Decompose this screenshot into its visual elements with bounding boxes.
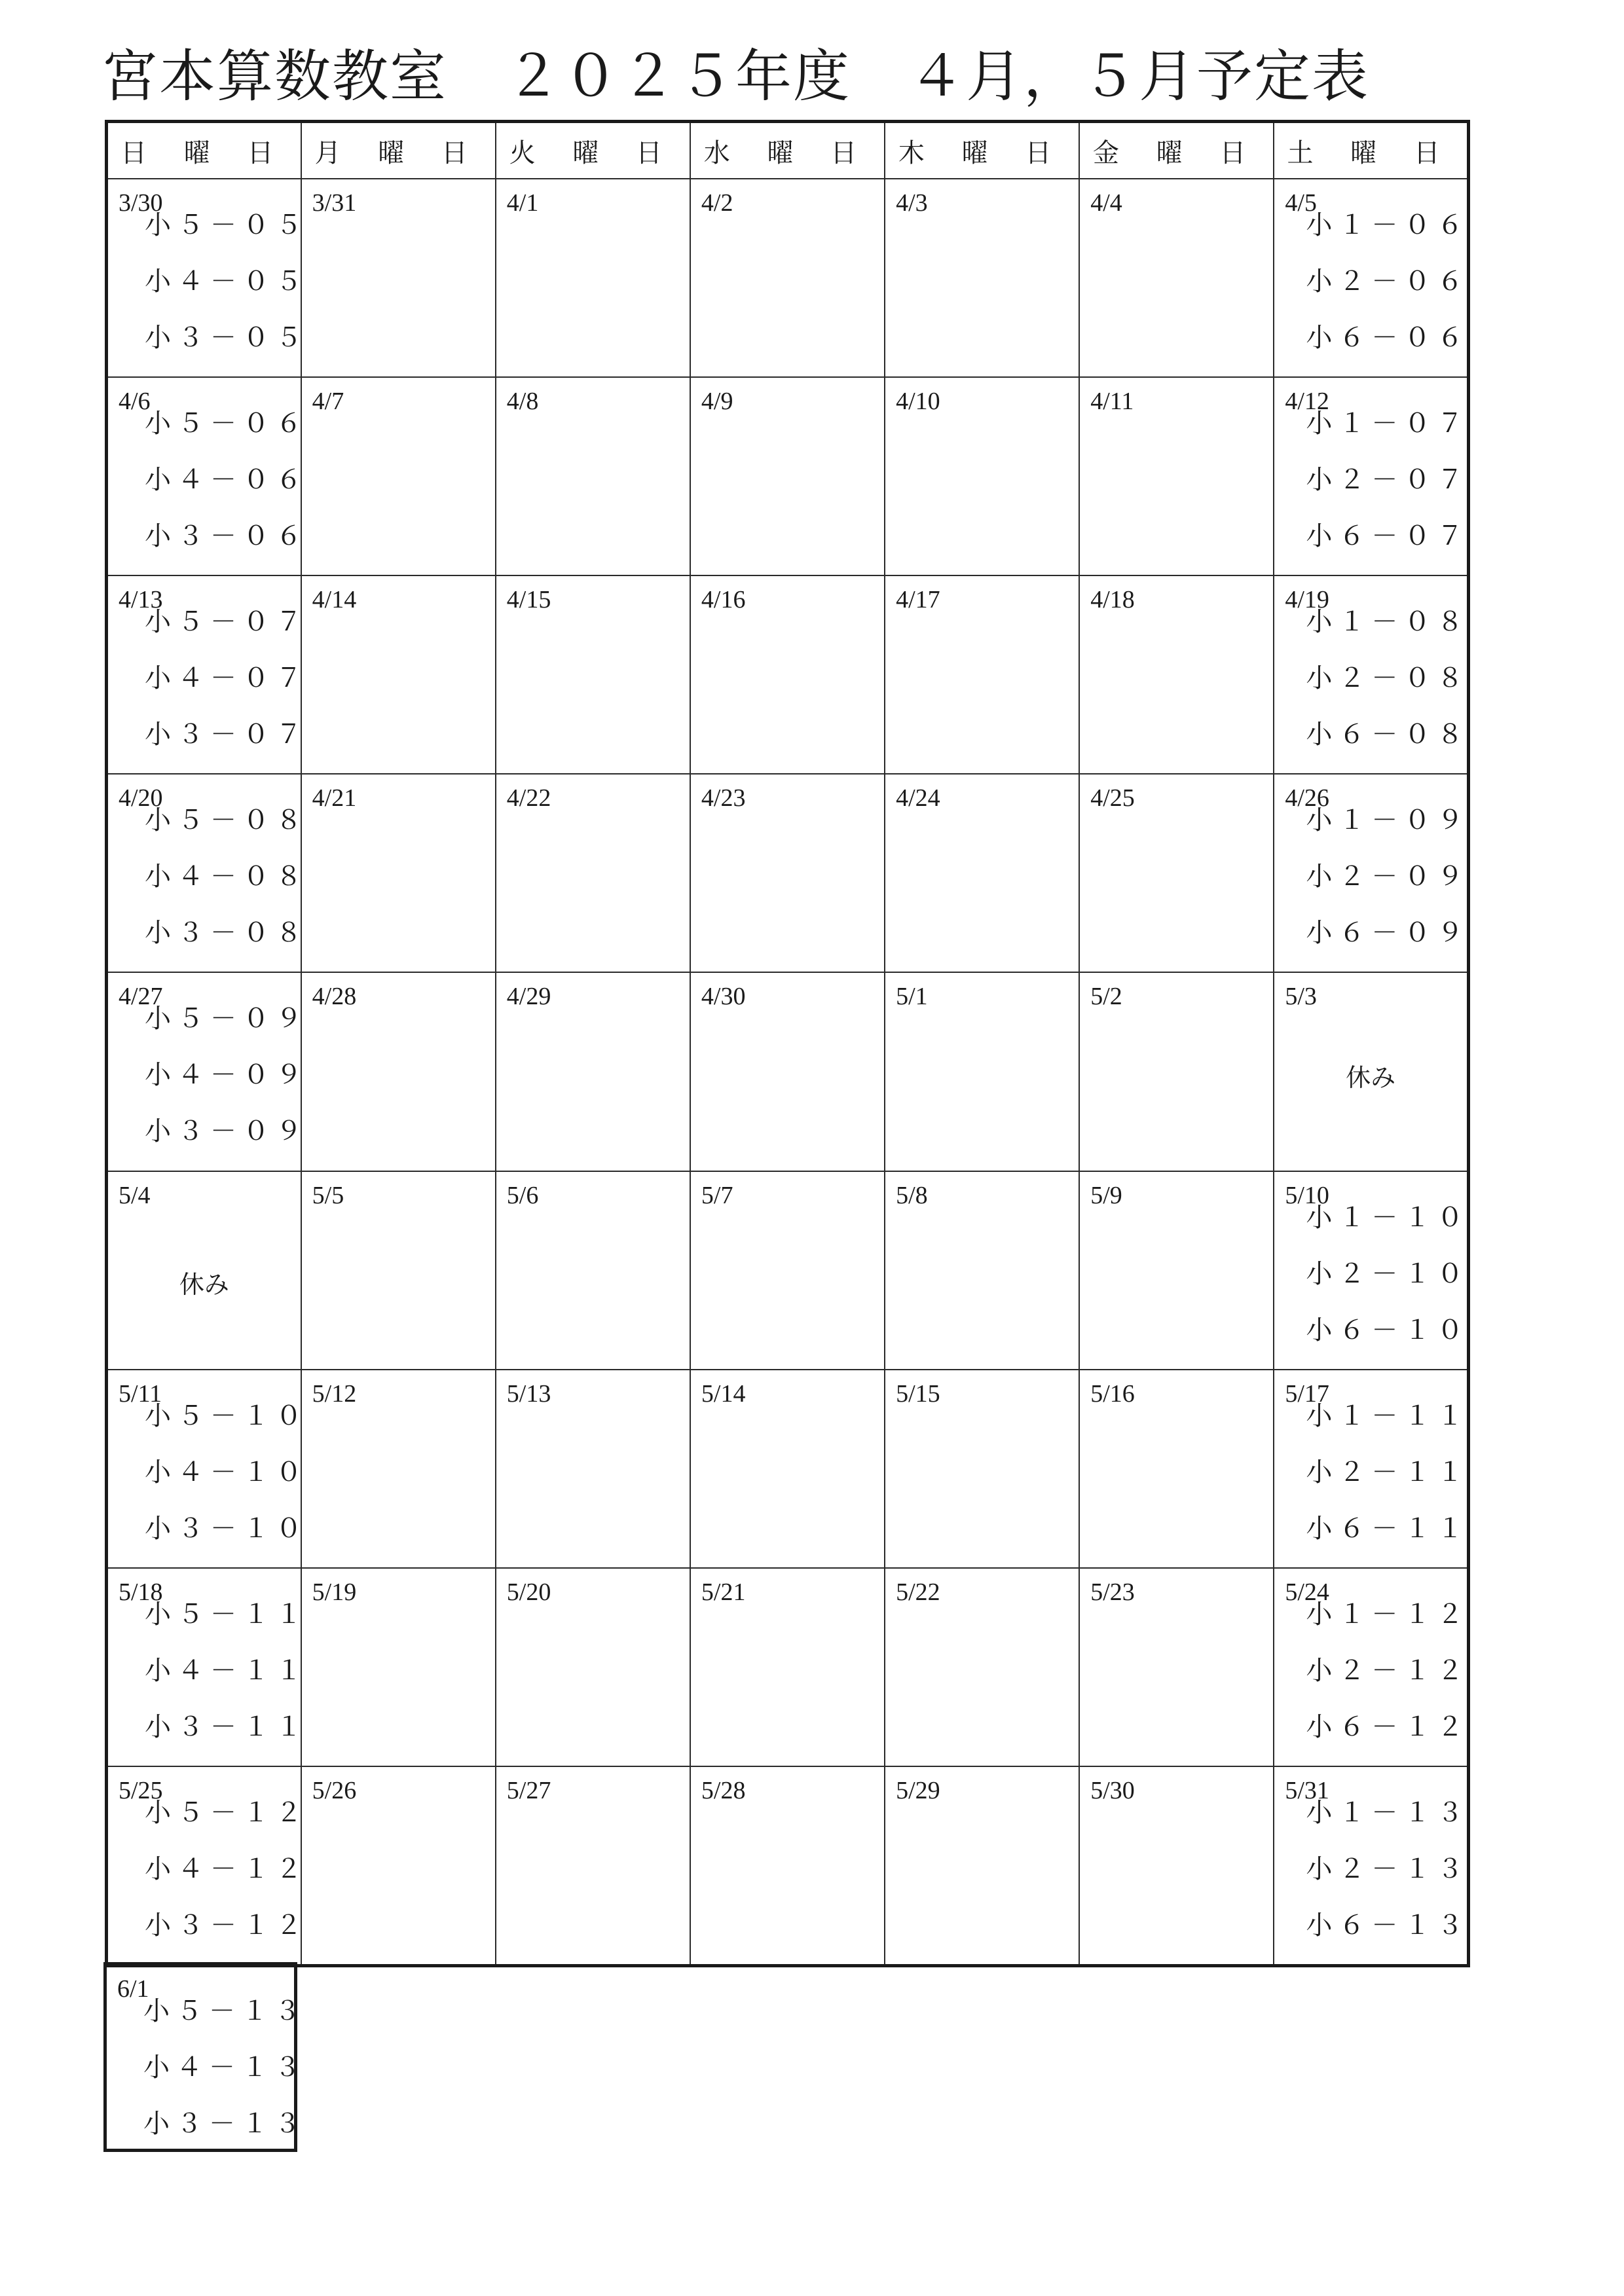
day-cell — [496, 1766, 690, 1966]
day-date: 3/30 — [119, 189, 163, 217]
day-cell — [301, 972, 496, 1171]
day-cell — [496, 1171, 690, 1370]
day-cell-content — [108, 1569, 308, 1766]
day-cell-content — [108, 1370, 308, 1567]
class-code: 小４－０９ — [145, 1060, 308, 1091]
class-code: 小２－０９ — [1306, 862, 1470, 892]
day-cell-content — [885, 1370, 1079, 1567]
day-cell — [1079, 1568, 1274, 1766]
day-cell — [690, 1171, 885, 1370]
day-cell-content — [302, 179, 495, 376]
day-cell-content — [1274, 1569, 1470, 1766]
class-code: 小５－０６ — [145, 409, 308, 439]
day-date: 5/12 — [312, 1379, 357, 1408]
day-date: 5/5 — [312, 1181, 344, 1209]
class-code: 小３－０５ — [145, 323, 308, 353]
day-cell-content — [691, 1172, 884, 1369]
class-code: 小１－１０ — [1306, 1202, 1470, 1233]
day-cell — [1079, 774, 1274, 972]
day-cell — [1274, 1766, 1468, 1966]
class-code: 小５－１０ — [145, 1400, 308, 1431]
day-cell-content — [885, 1767, 1079, 1964]
day-cell — [885, 972, 1079, 1171]
day-cell-content — [885, 1172, 1079, 1369]
class-code: 小３－０７ — [145, 720, 308, 750]
class-code: 小２－０７ — [1306, 465, 1470, 496]
day-cell-content — [1274, 973, 1467, 1170]
day-cell-content — [496, 179, 690, 376]
day-cell-content — [1274, 378, 1470, 575]
day-cell-content — [108, 1172, 301, 1369]
day-cell — [496, 179, 690, 377]
day-date: 4/22 — [506, 784, 551, 812]
day-cell-content — [108, 378, 308, 575]
class-code: 小２－１２ — [1306, 1655, 1470, 1686]
day-cell — [107, 1370, 308, 1568]
holiday-note: 休み — [179, 1269, 229, 1299]
day-date: 4/27 — [119, 983, 163, 1011]
day-date: 5/2 — [1090, 983, 1122, 1011]
day-cell-content — [1274, 1172, 1470, 1369]
day-cell-content — [691, 179, 884, 376]
day-cell-content — [691, 1767, 884, 1964]
day-cell-content — [1274, 1370, 1470, 1567]
weekday-header: 木 曜 日 — [885, 122, 1079, 179]
weekday-header: 水 曜 日 — [690, 122, 885, 179]
day-date: 4/10 — [896, 388, 940, 416]
class-code: 小２－０８ — [1306, 663, 1470, 694]
day-cell-content — [496, 973, 690, 1170]
class-code: 小４－０７ — [145, 663, 308, 694]
schedule-body — [107, 179, 1469, 1966]
day-cell — [301, 575, 496, 774]
day-date: 4/2 — [701, 189, 733, 217]
week-row — [107, 972, 1469, 1171]
day-date: 5/21 — [701, 1578, 746, 1606]
day-date: 4/1 — [506, 189, 539, 217]
day-cell-content — [885, 1569, 1079, 1766]
day-cell — [1079, 179, 1274, 377]
class-code: 小４－０８ — [145, 862, 308, 892]
day-cell-content — [1080, 378, 1273, 575]
day-cell — [1079, 1370, 1274, 1568]
day-cell — [301, 377, 496, 575]
class-code: 小２－１０ — [1306, 1258, 1470, 1289]
class-code: 小１－１２ — [1306, 1599, 1470, 1630]
class-code: 小１－０６ — [1306, 210, 1470, 240]
day-cell — [690, 972, 885, 1171]
day-date: 4/25 — [1090, 784, 1135, 812]
class-code: 小３－０８ — [145, 918, 308, 949]
day-date: 5/14 — [701, 1379, 746, 1408]
day-date: 4/14 — [312, 586, 357, 614]
day-cell — [885, 575, 1079, 774]
class-code: 小３－１２ — [145, 1910, 308, 1941]
day-date: 5/31 — [1285, 1776, 1329, 1804]
day-cell — [690, 1370, 885, 1568]
day-date: 5/29 — [896, 1776, 940, 1804]
day-cell-content — [1274, 774, 1470, 972]
day-cell-content — [496, 576, 690, 773]
class-code: 小５－１２ — [145, 1797, 308, 1828]
day-cell-content — [302, 1172, 495, 1369]
week-row — [107, 1171, 1469, 1370]
week-row — [107, 774, 1469, 972]
class-code: 小５－０８ — [145, 805, 308, 836]
day-cell-content — [302, 1370, 495, 1567]
day-cell — [885, 1171, 1079, 1370]
day-cell — [496, 575, 690, 774]
day-cell-content — [496, 1767, 690, 1964]
class-code: 小４－０５ — [145, 266, 308, 297]
day-cell — [690, 575, 885, 774]
day-cell-content — [885, 179, 1079, 376]
day-date: 5/1 — [896, 983, 928, 1011]
day-cell — [1274, 179, 1468, 377]
day-cell — [885, 1568, 1079, 1766]
day-date: 4/20 — [119, 784, 163, 812]
class-code: 小２－１３ — [1306, 1853, 1470, 1884]
day-date: 5/24 — [1285, 1578, 1329, 1606]
day-cell-content — [691, 378, 884, 575]
day-date: 4/24 — [896, 784, 940, 812]
weekday-header-row — [107, 122, 1469, 179]
day-cell-content — [1080, 1767, 1273, 1964]
class-code: 小４－１１ — [145, 1655, 308, 1686]
day-cell — [1274, 377, 1468, 575]
class-code: 小１－０７ — [1306, 409, 1470, 439]
day-cell — [885, 1766, 1079, 1966]
day-cell-content — [108, 576, 308, 773]
class-code: 小３－１０ — [145, 1513, 308, 1544]
day-cell — [496, 377, 690, 575]
day-date: 4/9 — [701, 388, 733, 416]
day-cell — [496, 1370, 690, 1568]
day-cell-content — [496, 1370, 690, 1567]
day-cell — [1274, 1568, 1468, 1766]
day-date: 4/15 — [506, 586, 551, 614]
day-date: 5/17 — [1285, 1379, 1329, 1408]
day-date: 5/22 — [896, 1578, 940, 1606]
day-date: 4/23 — [701, 784, 746, 812]
day-date: 5/7 — [701, 1181, 733, 1209]
day-cell — [496, 774, 690, 972]
day-date: 5/25 — [119, 1776, 163, 1804]
day-date: 5/9 — [1090, 1181, 1122, 1209]
day-date: 5/10 — [1285, 1181, 1329, 1209]
class-code: 小６－０７ — [1306, 521, 1470, 552]
day-cell — [107, 377, 308, 575]
class-code: 小４－１２ — [145, 1853, 308, 1884]
weekday-header: 金 曜 日 — [1079, 122, 1274, 179]
day-cell — [1274, 575, 1468, 774]
day-cell — [1274, 972, 1468, 1171]
day-cell-content — [107, 1965, 307, 2149]
day-date: 5/27 — [506, 1776, 551, 1804]
class-code: 小３－０９ — [145, 1116, 308, 1147]
day-date: 5/30 — [1090, 1776, 1135, 1804]
day-cell-content — [302, 774, 495, 972]
day-date: 6/1 — [117, 1975, 149, 2003]
class-code: 小６－１０ — [1306, 1315, 1470, 1345]
day-cell-content — [885, 576, 1079, 773]
class-code: 小６－０８ — [1306, 720, 1470, 750]
day-cell-content — [1080, 1172, 1273, 1369]
class-code: 小５－０７ — [145, 607, 308, 638]
day-date: 4/19 — [1285, 586, 1329, 614]
class-code: 小２－１１ — [1306, 1457, 1470, 1487]
day-cell-content — [108, 1767, 308, 1964]
weekday-header: 月 曜 日 — [301, 122, 496, 179]
day-cell — [496, 972, 690, 1171]
day-cell — [1274, 774, 1468, 972]
day-date: 4/26 — [1285, 784, 1329, 812]
week-row — [107, 1370, 1469, 1568]
schedule-table — [105, 120, 1470, 1967]
day-cell — [107, 1171, 301, 1370]
day-date: 4/6 — [119, 388, 151, 416]
day-date: 5/4 — [119, 1181, 151, 1209]
day-cell — [690, 179, 885, 377]
day-cell — [301, 179, 496, 377]
day-date: 4/17 — [896, 586, 940, 614]
day-cell — [107, 575, 308, 774]
day-cell — [885, 377, 1079, 575]
day-date: 4/30 — [701, 983, 746, 1011]
day-cell — [1079, 972, 1274, 1171]
weekday-header: 火 曜 日 — [496, 122, 690, 179]
class-code: 小３－１１ — [145, 1711, 308, 1742]
day-cell-content — [691, 973, 884, 1170]
day-cell — [301, 774, 496, 972]
day-cell-content — [1080, 774, 1273, 972]
weekday-header: 日 曜 日 — [107, 122, 301, 179]
class-code: 小４－１３ — [143, 2052, 307, 2083]
class-code: 小１－０８ — [1306, 607, 1470, 638]
day-cell — [301, 1171, 496, 1370]
day-cell — [690, 1568, 885, 1766]
class-code: 小６－０９ — [1306, 918, 1470, 949]
day-cell — [885, 1370, 1079, 1568]
day-date: 5/13 — [506, 1379, 551, 1408]
day-cell-content — [108, 973, 308, 1170]
day-cell-content — [108, 179, 308, 376]
day-date: 4/16 — [701, 586, 746, 614]
day-cell-content — [302, 378, 495, 575]
day-date: 5/18 — [119, 1578, 163, 1606]
class-code: 小５－０９ — [145, 1004, 308, 1034]
day-cell-content — [691, 576, 884, 773]
day-date: 5/20 — [506, 1578, 551, 1606]
week-row — [107, 575, 1469, 774]
class-code: 小３－０６ — [145, 521, 308, 552]
day-cell-content — [302, 576, 495, 773]
day-date: 4/18 — [1090, 586, 1135, 614]
day-date: 4/4 — [1090, 189, 1122, 217]
class-code: 小３－１３ — [143, 2109, 307, 2139]
day-cell-content — [1274, 179, 1470, 376]
day-cell — [496, 1568, 690, 1766]
holiday-note: 休み — [1346, 1063, 1396, 1093]
day-cell-content — [496, 1569, 690, 1766]
day-cell-content — [1080, 576, 1273, 773]
day-date: 4/8 — [506, 388, 539, 416]
day-cell — [690, 774, 885, 972]
day-date: 4/5 — [1285, 189, 1317, 217]
day-cell-content — [691, 774, 884, 972]
class-code: 小２－０６ — [1306, 266, 1470, 297]
day-date: 4/21 — [312, 784, 357, 812]
day-cell-content — [496, 378, 690, 575]
week-row — [107, 1766, 1469, 1966]
day-cell — [690, 377, 885, 575]
day-cell — [107, 972, 308, 1171]
day-cell — [1274, 1370, 1468, 1568]
day-date: 5/11 — [119, 1379, 162, 1408]
day-date: 4/11 — [1090, 388, 1134, 416]
day-date: 4/7 — [312, 388, 344, 416]
day-date: 3/31 — [312, 189, 357, 217]
day-cell — [301, 1370, 496, 1568]
weekday-header: 土 曜 日 — [1274, 122, 1468, 179]
day-cell-content — [1080, 1370, 1273, 1567]
day-cell — [1079, 575, 1274, 774]
day-cell-content — [1274, 576, 1470, 773]
day-cell-content — [885, 774, 1079, 972]
day-cell-content — [691, 1370, 884, 1567]
day-cell-content — [302, 1569, 495, 1766]
day-cell-content — [691, 1569, 884, 1766]
day-cell-content — [108, 774, 308, 972]
day-cell-content — [302, 973, 495, 1170]
day-cell — [885, 774, 1079, 972]
day-date: 5/19 — [312, 1578, 357, 1606]
day-cell — [885, 179, 1079, 377]
day-date: 5/3 — [1285, 983, 1317, 1011]
day-cell-content — [1274, 1767, 1470, 1964]
day-cell-content — [1080, 1569, 1273, 1766]
day-date: 5/6 — [506, 1181, 539, 1209]
class-code: 小１－０９ — [1306, 805, 1470, 836]
class-code: 小１－１１ — [1306, 1400, 1470, 1431]
day-date: 5/15 — [896, 1379, 940, 1408]
class-code: 小４－１０ — [145, 1457, 308, 1487]
day-cell — [107, 1568, 308, 1766]
day-date: 4/12 — [1285, 388, 1329, 416]
day-cell — [107, 774, 308, 972]
class-code: 小５－１３ — [143, 1996, 307, 2026]
class-code: 小６－１３ — [1306, 1910, 1470, 1941]
day-cell-content — [496, 774, 690, 972]
day-cell — [1274, 1171, 1468, 1370]
day-date: 4/3 — [896, 189, 928, 217]
day-date: 5/26 — [312, 1776, 357, 1804]
day-cell — [107, 1766, 308, 1966]
day-date: 4/13 — [119, 586, 163, 614]
class-code: 小１－１３ — [1306, 1797, 1470, 1828]
class-code: 小６－１２ — [1306, 1711, 1470, 1742]
day-date: 5/8 — [896, 1181, 928, 1209]
day-cell-content — [302, 1767, 495, 1964]
class-code: 小５－１１ — [145, 1599, 308, 1630]
extra-day-cell — [103, 1962, 307, 2152]
day-cell — [107, 179, 308, 377]
day-cell — [1079, 377, 1274, 575]
class-code: 小５－０５ — [145, 210, 308, 240]
day-date: 4/28 — [312, 983, 357, 1011]
day-cell-content — [885, 973, 1079, 1170]
day-cell — [1079, 1171, 1274, 1370]
week-row — [107, 1568, 1469, 1766]
day-date: 5/23 — [1090, 1578, 1135, 1606]
day-cell-content — [1080, 973, 1273, 1170]
class-code: 小４－０６ — [145, 465, 308, 496]
day-cell — [301, 1766, 496, 1966]
day-cell — [1079, 1766, 1274, 1966]
class-code: 小６－０６ — [1306, 323, 1470, 353]
day-cell — [690, 1766, 885, 1966]
class-code: 小６－１１ — [1306, 1513, 1470, 1544]
day-cell — [301, 1568, 496, 1766]
day-cell-content — [1080, 179, 1273, 376]
day-date: 4/29 — [506, 983, 551, 1011]
week-row — [107, 377, 1469, 575]
page-title: 宮本算数教室 ２０２５年度 ４月，５月予定表 — [101, 44, 1369, 109]
day-date: 5/28 — [701, 1776, 746, 1804]
week-row — [107, 179, 1469, 377]
day-date: 5/16 — [1090, 1379, 1135, 1408]
day-cell-content — [496, 1172, 690, 1369]
day-cell-content — [885, 378, 1079, 575]
